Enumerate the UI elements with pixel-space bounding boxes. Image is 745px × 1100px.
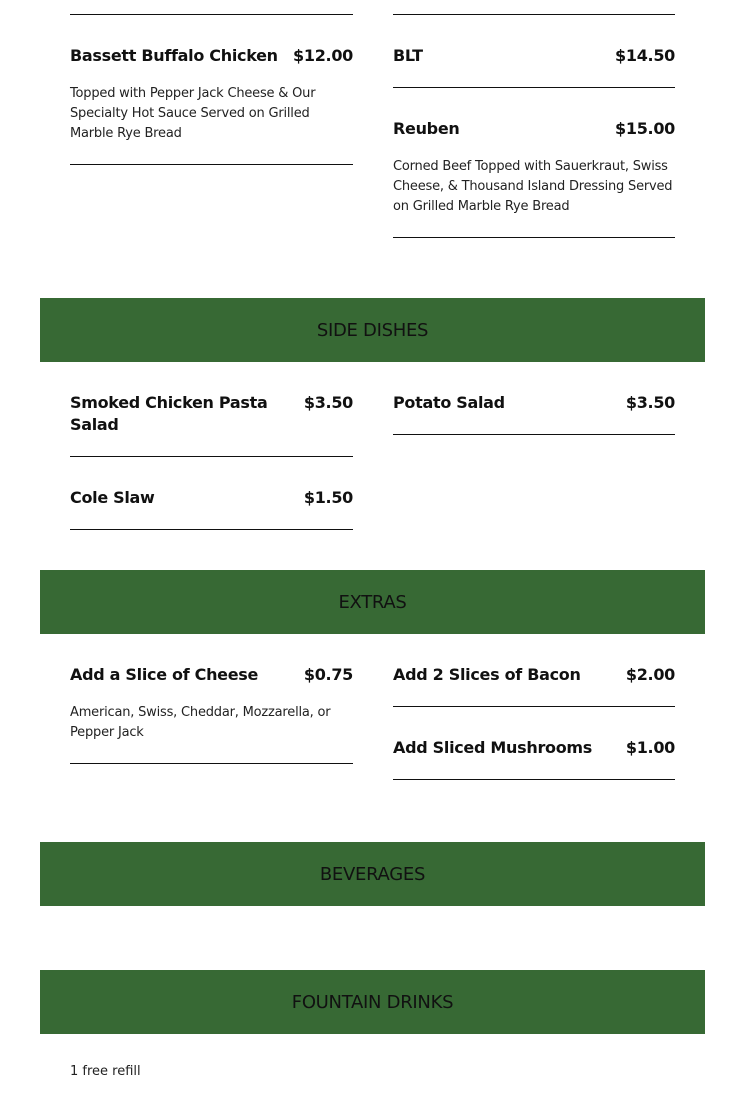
item-name: Smoked Chicken Pasta Salad [70, 393, 268, 434]
item-name: Bassett Buffalo Chicken [70, 46, 278, 65]
item-name: Potato Salad [393, 393, 505, 412]
section-header-extras: EXTRAS [40, 570, 705, 634]
menu-item[interactable] [393, 634, 675, 707]
section-header-beverages: BEVERAGES [40, 842, 705, 906]
item-name: Cole Slaw [70, 488, 155, 507]
sandwiches-right-column [393, 15, 675, 238]
menu-item[interactable] [70, 457, 353, 530]
menu-item[interactable] [393, 15, 675, 88]
section-header-fountain-drinks: FOUNTAIN DRINKS [40, 970, 705, 1034]
item-name: Reuben [393, 119, 460, 138]
item-description: American, Swiss, Cheddar, Mozzarella, or Pepper Jack [70, 705, 331, 740]
item-price: $1.00 [625, 738, 675, 757]
menu-item[interactable] [70, 362, 353, 457]
extras-right-column [393, 634, 675, 780]
item-price: $0.75 [303, 665, 353, 684]
menu-item[interactable] [70, 634, 353, 764]
item-price: $14.50 [615, 46, 675, 65]
item-description: Corned Beef Topped with Sauerkraut, Swiss Cheese, & Thousand Island Dressing Served on Grilled Marble Rye Bread [393, 159, 673, 214]
item-price: $2.00 [625, 665, 675, 684]
item-name: BLT [393, 46, 423, 65]
item-price: $3.50 [303, 393, 353, 412]
menu-item[interactable] [393, 707, 675, 780]
side-dishes-left-column [70, 362, 353, 530]
sandwiches-left-column [70, 15, 353, 165]
item-price: $1.50 [303, 488, 353, 507]
menu-item[interactable] [393, 362, 675, 435]
section-header-side-dishes: SIDE DISHES [40, 298, 705, 362]
item-name: Add Sliced Mushrooms [393, 738, 593, 757]
item-price: $12.00 [293, 46, 353, 65]
item-description: Topped with Pepper Jack Cheese & Our Specialty Hot Sauce Served on Grilled Marble Rye Bread [70, 86, 316, 141]
menu-item[interactable] [393, 88, 675, 238]
side-dishes-right-column [393, 362, 675, 435]
item-name: Add a Slice of Cheese [70, 665, 259, 684]
item-price: $15.00 [615, 119, 675, 138]
extras-left-column [70, 634, 353, 764]
menu-item[interactable] [70, 15, 353, 165]
item-price: $3.50 [625, 393, 675, 412]
fountain-drinks-note: 1 free refill [70, 1064, 141, 1079]
item-name: Add 2 Slices of Bacon [393, 665, 581, 684]
